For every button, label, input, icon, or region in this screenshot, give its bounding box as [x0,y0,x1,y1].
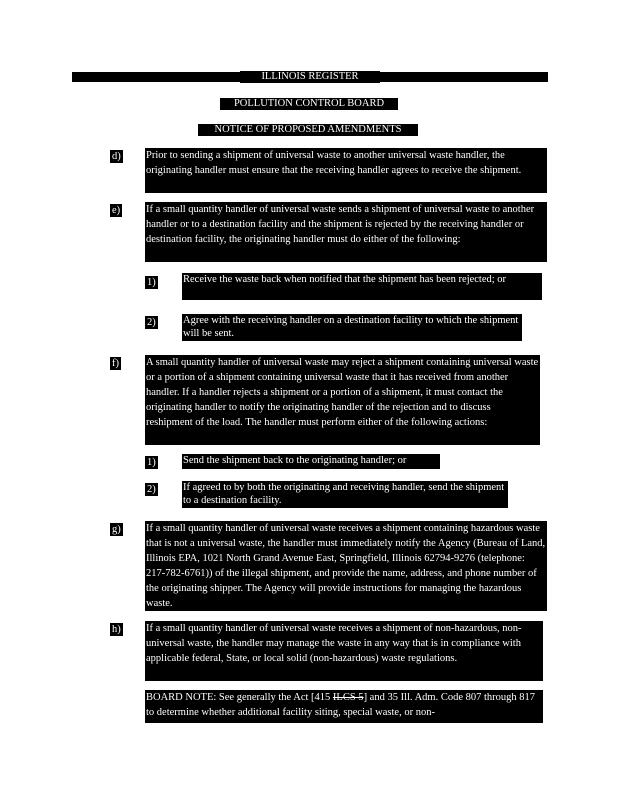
item-label-f: f) [112,358,119,369]
board-title: POLLUTION CONTROL BOARD [220,98,398,110]
item-label-e1: 1) [147,277,156,288]
item-text-f: A small quantity handler of universal waste may reject a shipment containing universal waste or a portion of a shipment containing universal waste that it has received from another handler. If a handler rejects a shipment or a portion of a shipment, it must contact the originating handler to notify the originating handler of the rejection and to discuss reshipment of the load. The handler must perform either of the following actions: [145,355,540,445]
register-title: ILLINOIS REGISTER [240,71,380,83]
item-text-e2: Agree with the receiving handler on a destination facility to which the shipment will be sent. [182,314,522,341]
board-note-struck: ILCS 5 [332,692,364,703]
notice-title: NOTICE OF PROPOSED AMENDMENTS [198,124,418,136]
item-text-f1: Send the shipment back to the originating handler; or [182,454,440,469]
item-label-f2: 2) [147,484,156,495]
item-text-g: If a small quantity handler of universal waste receives a shipment containing hazardous waste that is not a universal waste, the handler must immediately notify the Agency (Bureau of Land, Illinois EPA, 1021 North Grand Avenue East, Springfield, Illinois 62794-9276 (telephone: 217-782-6761)) of the illegal shipment, and provide the name, address, and phone number of the originating shipper. The Agency will provide instructions for managing the hazardous waste. [146,523,546,609]
item-text-f2: If agreed to by both the originating and receiving handler, send the shipment to a destination facility. [182,481,508,508]
board-note-before: BOARD NOTE: See generally the Act [415 [146,692,333,703]
item-label-h: h) [112,624,121,635]
board-note-after: ] and 35 Ill. Adm. Code 807 through 817 to determine whether additional facility siting, special waste, or non- [146,692,536,718]
item-label-e2: 2) [147,317,156,328]
item-text-e1: Receive the waste back when notified that the shipment has been rejected; or [182,273,542,300]
board-note [145,690,543,723]
item-label-d: d) [112,151,121,162]
item-label-f1: 1) [147,457,156,468]
item-text-h: If a small quantity handler of universal waste receives a shipment of non-hazardous, non-universal waste, the handler may manage the waste in any way that is in compliance with applicable federal, State, or local solid (non-hazardous) waste regulations. [145,621,543,681]
item-label-g: g) [112,524,121,535]
item-label-e: e) [112,205,121,216]
item-text-d: Prior to sending a shipment of universal waste to another universal waste handler, the originating handler must ensure that the receiving handler agrees to receive the shipment. [145,148,547,193]
item-text-e: If a small quantity handler of universal waste sends a shipment of universal waste to another handler or to a destination facility and the shipment is rejected by the receiving handler or destination facility, the originating handler must do either of the following: [145,202,547,262]
